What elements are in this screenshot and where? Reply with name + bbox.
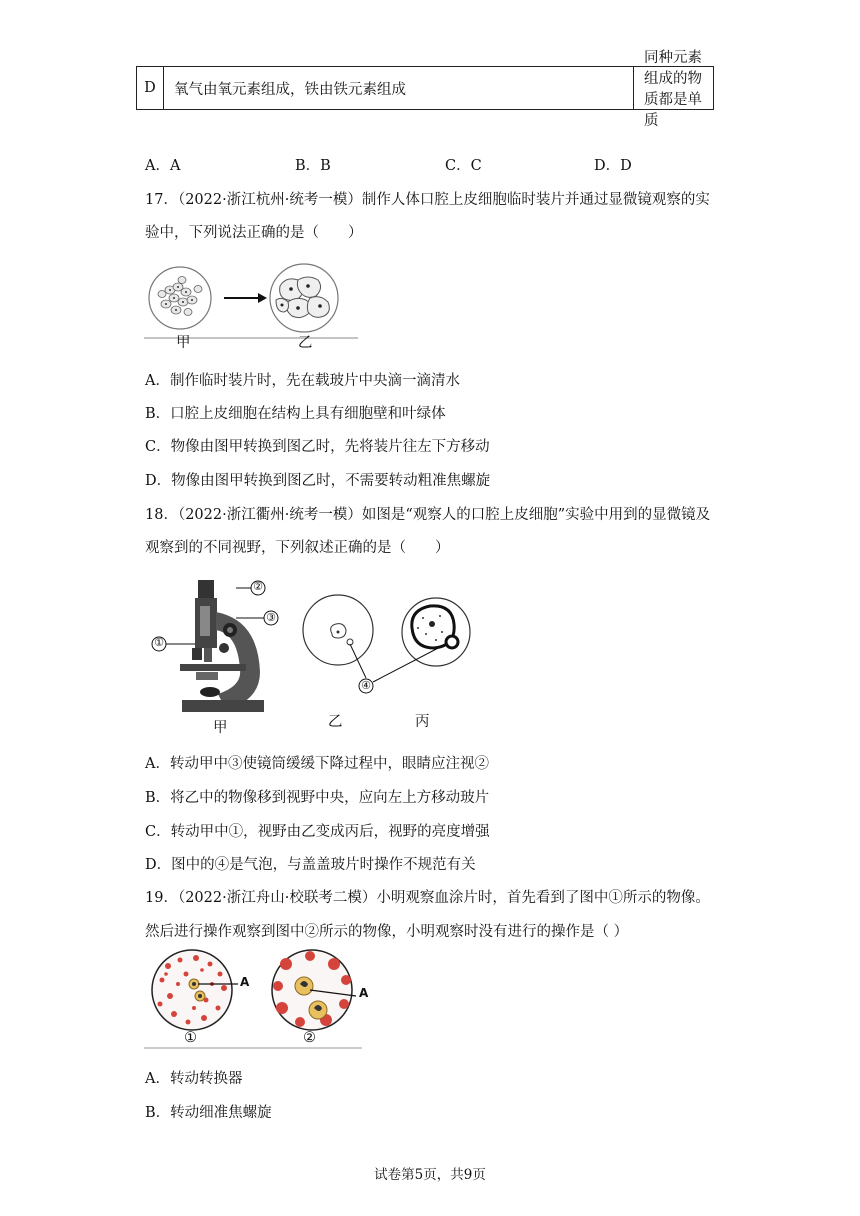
q19-pointer-label-1: A <box>240 975 250 989</box>
row-letter: D <box>137 67 164 109</box>
row-conclusion: 同种元素组成的物质都是单质 <box>644 50 702 129</box>
page-footer: 试卷第5页，共9页 <box>374 1167 486 1183</box>
q18-fig-label-jia: 甲 <box>213 720 228 736</box>
q17-fig-label-yi: 乙 <box>298 335 313 351</box>
q18-option-b: B．将乙中的物像移到视野中央，应向左上方移动玻片 <box>145 790 490 806</box>
q16-option-a: A．A <box>145 158 181 174</box>
q18-option-c: C．转动甲中①，视野由乙变成丙后，视野的亮度增强 <box>145 824 490 840</box>
q18-option-a: A．转动甲中③使镜筒缓缓下降过程中，眼睛应注视② <box>145 756 489 772</box>
q17-fig-label-jia: 甲 <box>176 335 191 351</box>
marker-3-label: ③ <box>266 611 276 624</box>
field-of-view-1 <box>152 950 232 1030</box>
field-of-view-jia <box>149 267 211 329</box>
q19-fig-label-2: ② <box>303 1030 316 1046</box>
q19-option-a: A．转动转换器 <box>145 1071 243 1087</box>
marker-1-label: ① <box>154 636 164 649</box>
q17-cell-figure <box>140 258 362 350</box>
microscope-icon <box>180 580 264 712</box>
marker-2-label: ② <box>253 580 263 593</box>
marker-4-label: ④ <box>361 679 371 692</box>
answer-table-row <box>136 50 714 129</box>
q17-option-a: A．制作临时装片时，先在载玻片中央滴一滴清水 <box>145 373 460 389</box>
q18-stem-line2: 观察到的不同视野，下列叙述正确的是（ ） <box>145 540 450 556</box>
q17-option-c: C．物像由图甲转换到图乙时，先将装片往左下方移动 <box>145 439 490 455</box>
arrow-head-icon <box>258 293 267 303</box>
q19-blood-smear-figure <box>140 944 370 1054</box>
q19-fig-label-1: ① <box>184 1030 197 1046</box>
q18-fig-label-yi: 乙 <box>328 714 343 730</box>
q18-stem-line1: 18．（2022·浙江衢州·统考一模）如图是“观察人的口腔上皮细胞”实验中用到的显微镜及 <box>145 507 711 523</box>
q19-pointer-label-2: A <box>359 986 369 1000</box>
row-example: 氧气由氧元素组成，铁由铁元素组成 <box>164 67 634 109</box>
q17-option-b: B．口腔上皮细胞在结构上具有细胞壁和叶绿体 <box>145 406 446 422</box>
q19-stem-line1: 19．（2022·浙江舟山·校联考二模）小明观察血涂片时，首先看到了图中①所示的物像。 <box>145 890 710 906</box>
q19-stem-line2: 然后进行操作观察到图中②所示的物像，小明观察时没有进行的操作是（ ） <box>145 924 629 940</box>
large-bubble-icon <box>446 636 458 648</box>
q16-option-b: B．B <box>295 158 331 174</box>
q16-option-d: D．D <box>594 158 632 174</box>
q17-stem-line1: 17．（2022·浙江杭州·统考一模）制作人体口腔上皮细胞临时装片并通过显微镜观察的实 <box>145 192 710 208</box>
q18-fig-label-bing: 丙 <box>415 714 430 730</box>
q18-option-d: D．图中的④是气泡，与盖盖玻片时操作不规范有关 <box>145 857 476 873</box>
q16-option-c: C．C <box>445 158 482 174</box>
q19-option-b: B．转动细准焦螺旋 <box>145 1105 272 1121</box>
q17-option-d: D．物像由图甲转换到图乙时，不需要转动粗准焦螺旋 <box>145 473 491 489</box>
q17-stem-line2: 验中，下列说法正确的是（ ） <box>145 225 363 241</box>
